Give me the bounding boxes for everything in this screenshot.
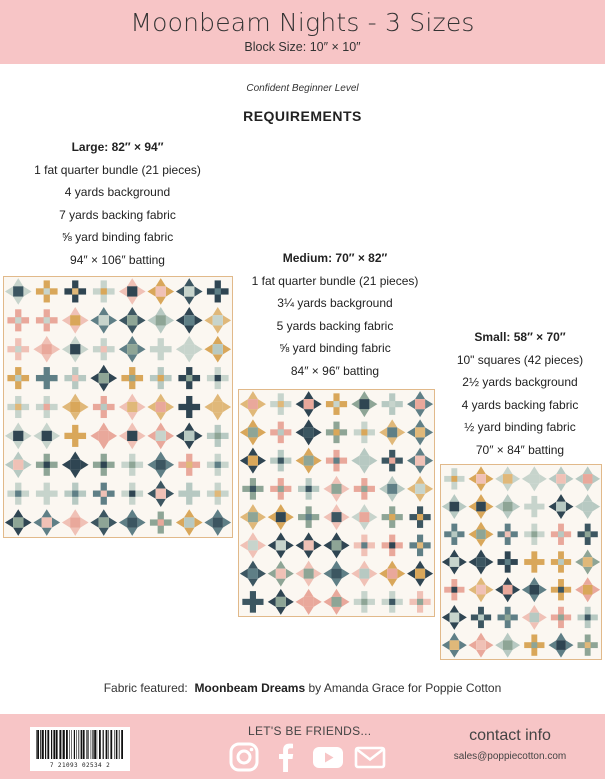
large-requirements [10, 136, 225, 272]
quilt-block [268, 532, 294, 558]
quilt-block [36, 280, 58, 302]
quilt-block [575, 494, 600, 519]
quilt-block [36, 483, 58, 505]
quilt-block [204, 307, 231, 334]
quilt-block [268, 589, 294, 615]
quilt-block [93, 454, 115, 476]
quilt-block [409, 535, 430, 557]
footer-banner [0, 714, 605, 779]
small-item: 4 yards backing fabric [461, 397, 579, 412]
quilt-block [379, 561, 405, 587]
quilt-block [240, 504, 266, 530]
barcode-bar [116, 730, 117, 759]
quilt-block [524, 496, 544, 517]
quilt-block [207, 367, 229, 389]
medium-heading: Medium: 70″ × 82″ [282, 251, 388, 265]
barcode-bar [110, 730, 112, 759]
quilt-block [119, 278, 146, 305]
quilt-block [33, 423, 60, 450]
contact-email[interactable]: sales@poppiecotton.com [453, 751, 567, 762]
barcode-bar [88, 730, 89, 759]
quilt-block [270, 393, 291, 415]
quilt-block [549, 466, 574, 491]
quilt-block [62, 394, 89, 421]
quilt-block [578, 524, 598, 545]
quilt-block [119, 307, 146, 334]
quilt-block [351, 561, 377, 587]
quilt-block [204, 336, 231, 363]
quilt-block [64, 425, 86, 447]
barcode-bar [45, 730, 46, 759]
medium-item: 84″ × 96″ batting [290, 363, 380, 378]
quilt-block [379, 476, 405, 502]
requirements-heading: REQUIREMENTS [243, 108, 362, 124]
small-quilt-image [440, 464, 602, 660]
quilt-block [268, 504, 294, 530]
quilt-block [119, 423, 146, 450]
small-requirements [440, 326, 600, 462]
quilt-block [495, 494, 520, 519]
quilt-block [176, 336, 203, 363]
quilt-block [469, 466, 494, 491]
quilt-block [495, 633, 520, 658]
quilt-block [204, 394, 231, 421]
medium-item: 1 fat quarter bundle (21 pieces) [251, 273, 419, 288]
barcode-bar [119, 730, 120, 759]
quilt-block [296, 532, 322, 558]
quilt-block [469, 494, 494, 519]
quilt-block [242, 591, 263, 613]
barcode-bar [62, 730, 63, 759]
barcode-bar [56, 730, 58, 759]
quilt-block [62, 336, 89, 363]
quilt-pattern [239, 390, 434, 616]
quilt-pattern [441, 465, 601, 659]
quilt-block [379, 419, 405, 445]
quilt-block [176, 509, 203, 536]
small-item: 10" squares (42 pieces) [456, 352, 584, 367]
quilt-block [298, 478, 319, 500]
large-quilt-image [3, 276, 233, 538]
barcode-bar [94, 730, 96, 759]
quilt-block [90, 365, 117, 392]
quilt-block [62, 509, 89, 536]
quilt-block [351, 391, 377, 417]
barcode-bar [63, 730, 65, 759]
quilt-block [578, 634, 598, 655]
quilt-block [33, 509, 60, 536]
barcode-bar [83, 730, 85, 759]
quilt-block [444, 524, 464, 545]
barcode-bar [91, 730, 92, 759]
quilt-block [240, 532, 266, 558]
header-banner [0, 0, 605, 64]
quilt-block [93, 396, 115, 418]
quilt-block [498, 551, 518, 572]
quilt-block [351, 448, 377, 474]
quilt-block [204, 509, 231, 536]
quilt-block [7, 309, 29, 331]
quilt-block [240, 391, 266, 417]
quilt-block [296, 448, 322, 474]
barcode-bar [71, 730, 72, 759]
barcode-bar [40, 730, 41, 759]
featured-collection: Moonbeam Dreams [194, 681, 306, 695]
quilt-block [147, 423, 174, 450]
quilt-block [36, 454, 58, 476]
quilt-block [147, 480, 174, 507]
quilt-block [121, 454, 143, 476]
featured-prefix: Fabric featured: [103, 681, 188, 695]
quilt-block [121, 367, 143, 389]
small-item: 2½ yards background [462, 375, 578, 390]
quilt-block [354, 422, 375, 444]
quilt-block [442, 494, 467, 519]
barcode-bars [36, 730, 124, 759]
barcode-bar [97, 730, 98, 759]
quilt-block [207, 454, 229, 476]
quilt-block [469, 550, 494, 575]
barcode [30, 727, 130, 771]
barcode-bar [114, 730, 115, 759]
barcode-bar [92, 730, 93, 759]
quilt-block [93, 338, 115, 360]
quilt-block [298, 506, 319, 528]
quilt-block [147, 278, 174, 305]
quilt-block [7, 396, 29, 418]
quilt-block [147, 451, 174, 478]
barcode-bar [118, 730, 119, 759]
quilt-block [323, 476, 349, 502]
quilt-block [326, 422, 347, 444]
quilt-block [178, 367, 200, 389]
page-title: Moonbeam Nights - 3 Sizes [130, 8, 475, 37]
quilt-block [351, 504, 377, 530]
social-links [228, 741, 388, 775]
instagram-icon[interactable] [228, 741, 260, 773]
quilt-block [407, 391, 433, 417]
quilt-block [551, 524, 571, 545]
quilt-block [469, 577, 494, 602]
quilt-block [354, 535, 375, 557]
quilt-block [382, 506, 403, 528]
quilt-block [323, 532, 349, 558]
barcode-bar [47, 730, 49, 759]
quilt-block [121, 483, 143, 505]
barcode-bar [69, 730, 70, 759]
quilt-block [7, 367, 29, 389]
quilt-block [551, 579, 571, 600]
featured-suffix: by Amanda Grace for Poppie Cotton [308, 681, 502, 695]
quilt-block [90, 307, 117, 334]
quilt-block [7, 483, 29, 505]
quilt-block [409, 591, 430, 613]
quilt-block [62, 451, 89, 478]
quilt-block [207, 280, 229, 302]
quilt-block [407, 448, 433, 474]
quilt-block [323, 561, 349, 587]
barcode-bar [59, 730, 61, 759]
quilt-block [150, 338, 172, 360]
quilt-block [207, 483, 229, 505]
quilt-pattern [4, 277, 232, 537]
large-item: 4 yards background [64, 185, 171, 200]
quilt-block [240, 561, 266, 587]
quilt-block [382, 393, 403, 415]
barcode-bar [108, 730, 109, 759]
barcode-bar [80, 730, 81, 759]
quilt-block [524, 634, 544, 655]
quilt-block [575, 466, 600, 491]
quilt-block [442, 633, 467, 658]
quilt-block [64, 483, 86, 505]
medium-item: 3¼ yards background [277, 296, 393, 311]
barcode-bar [66, 730, 68, 759]
quilt-block [296, 391, 322, 417]
quilt-block [36, 367, 58, 389]
quilt-block [444, 468, 464, 489]
medium-item: ⅝ yard binding fabric [279, 341, 391, 356]
quilt-block [93, 280, 115, 302]
quilt-block [150, 512, 172, 534]
barcode-bar [106, 730, 108, 759]
quilt-block [407, 561, 433, 587]
barcode-bar [42, 730, 44, 759]
quilt-block [498, 607, 518, 628]
quilt-block [268, 561, 294, 587]
quilt-block [407, 476, 433, 502]
quilt-block [296, 589, 322, 615]
quilt-block [36, 309, 58, 331]
quilt-block [90, 423, 117, 450]
barcode-bar [78, 730, 79, 759]
quilt-block [471, 607, 491, 628]
large-item: 94″ × 106″ batting [70, 252, 165, 267]
quilt-block [119, 336, 146, 363]
quilt-block [176, 307, 203, 334]
medium-requirements [235, 247, 435, 383]
quilt-block [93, 483, 115, 505]
barcode-bar [36, 730, 37, 759]
quilt-block [150, 367, 172, 389]
quilt-block [409, 506, 430, 528]
quilt-block [5, 278, 32, 305]
quilt-block [296, 561, 322, 587]
facebook-icon[interactable] [270, 741, 302, 773]
barcode-bar [103, 730, 104, 759]
quilt-block [36, 396, 58, 418]
quilt-block [178, 396, 200, 418]
block-size: Block Size: 10″ × 10″ [244, 40, 361, 54]
quilt-block [407, 419, 433, 445]
quilt-block [575, 550, 600, 575]
quilt-block [62, 307, 89, 334]
quilt-block [323, 589, 349, 615]
barcode-number: 7 21093 02534 2 [49, 762, 111, 769]
quilt-block [296, 419, 322, 445]
quilt-block [444, 579, 464, 600]
quilt-block [382, 591, 403, 613]
quilt-block [354, 591, 375, 613]
barcode-bar [51, 730, 52, 759]
barcode-bar [86, 730, 87, 759]
quilt-block [575, 577, 600, 602]
quilt-block [176, 423, 203, 450]
fabric-featured [0, 681, 605, 695]
small-heading: Small: 58″ × 70″ [474, 330, 566, 344]
quilt-block [522, 577, 547, 602]
quilt-block [382, 450, 403, 472]
quilt-block [270, 450, 291, 472]
quilt-block [242, 478, 263, 500]
quilt-block [119, 509, 146, 536]
quilt-block [549, 633, 574, 658]
barcode-bar [76, 730, 77, 759]
quilt-block [326, 393, 347, 415]
skill-level: Confident Beginner Level [246, 83, 359, 94]
quilt-block [178, 483, 200, 505]
email-icon[interactable] [354, 741, 386, 773]
quilt-block [551, 551, 571, 572]
large-item: ⅝ yard binding fabric [61, 230, 174, 245]
quilt-block [551, 607, 571, 628]
quilt-block [495, 466, 520, 491]
quilt-block [147, 307, 174, 334]
quilt-block [270, 422, 291, 444]
quilt-block [119, 394, 146, 421]
barcode-bar [99, 730, 101, 759]
barcode-bar [121, 730, 123, 759]
small-item: ½ yard binding fabric [464, 420, 576, 435]
quilt-block [176, 278, 203, 305]
quilt-block [442, 550, 467, 575]
medium-item: 5 yards backing fabric [276, 318, 394, 333]
small-item: 70″ × 84″ batting [475, 442, 565, 457]
quilt-block [64, 280, 86, 302]
quilt-block [354, 478, 375, 500]
quilt-block [495, 577, 520, 602]
contact-info-label: contact info [469, 727, 551, 744]
quilt-block [33, 336, 60, 363]
quilt-block [5, 423, 32, 450]
quilt-block [178, 454, 200, 476]
quilt-block [469, 633, 494, 658]
quilt-block [7, 338, 29, 360]
quilt-block [240, 419, 266, 445]
barcode-bar [81, 730, 82, 759]
quilt-block [270, 478, 291, 500]
barcode-bar [37, 730, 39, 759]
quilt-block [382, 535, 403, 557]
quilt-block [522, 605, 547, 630]
barcode-bar [74, 730, 75, 759]
large-heading: Large: 82″ × 94″ [71, 140, 164, 154]
quilt-block [326, 450, 347, 472]
quilt-block [524, 551, 544, 572]
youtube-icon[interactable] [312, 741, 344, 773]
quilt-block [147, 394, 174, 421]
large-item: 1 fat quarter bundle (21 pieces) [34, 162, 201, 177]
quilt-block [5, 509, 32, 536]
friends-label: LET'S BE FRIENDS... [248, 724, 372, 738]
quilt-block [240, 448, 266, 474]
barcode-bar [53, 730, 55, 759]
quilt-block [442, 605, 467, 630]
medium-quilt-image [238, 389, 435, 617]
quilt-block [323, 504, 349, 530]
large-item: 7 yards backing fabric [59, 207, 176, 222]
quilt-block [498, 524, 518, 545]
quilt-block [207, 425, 229, 447]
quilt-block [524, 524, 544, 545]
quilt-block [90, 509, 117, 536]
quilt-block [549, 494, 574, 519]
quilt-block [5, 451, 32, 478]
quilt-block [578, 607, 598, 628]
quilt-block [522, 466, 547, 491]
quilt-block [469, 522, 494, 547]
quilt-block [64, 367, 86, 389]
